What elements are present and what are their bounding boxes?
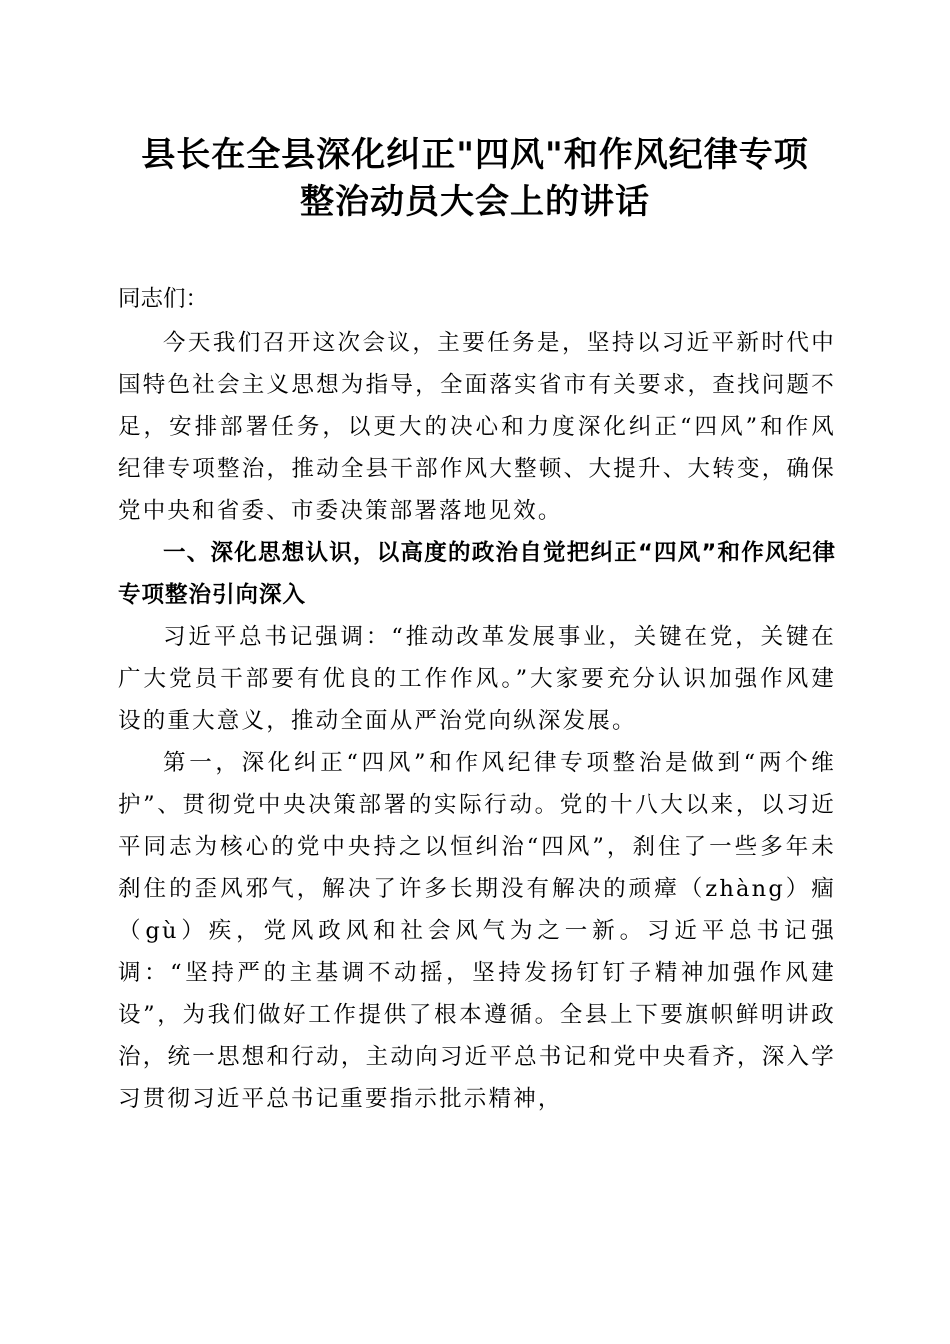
- section1-paragraph-1: 习近平总书记强调：“推动改革发展事业，关键在党，关键在广大党员干部要有优良的工作作风。”大家要充分认识加强作风建设的重大意义，推动全面从严治党向纵深发展。: [118, 624, 836, 734]
- section1-paragraph-2: 第一，深化纠正“四风”和作风纪律专项整治是做到“两个维护”、贯彻党中央决策部署的实际行动。党的十八大以来，以习近平同志为核心的党中央持之以恒纠治“四风”，刹住了一些多年未刹住的歪风邪气，解决了许多长期没有解决的顽瘴（zhàng）痼（gù）疾，党风政风和社会风气为之一新。习近平总书记强调：“坚持严的主基调不动摇，坚持发扬钉钉子精神加强作风建设”，为我们做好工作提供了根本遵循。全县上下要旗帜鲜明讲政治，统一思想和行动，主动向习近平总书记和党中央看齐，深入学习贯彻习近平总书记重要指示批示精神，: [118, 750, 836, 1112]
- document-title: [100, 132, 850, 226]
- document-body: [118, 278, 836, 1120]
- title-line-1: 县长在全县深化纠正"四风"和作风纪律专项: [141, 135, 809, 175]
- salutation: 同志们：: [118, 286, 209, 312]
- title-line-2: 整治动员大会上的讲话: [300, 182, 650, 222]
- intro-paragraph: 今天我们召开这次会议，主要任务是，坚持以习近平新时代中国特色社会主义思想为指导，全面落实省市有关要求，查找问题不足，安排部署任务，以更大的决心和力度深化纠正“四风”和作风纪律专项整治，推动全县干部作风大整顿、大提升、大转变，确保党中央和省委、市委决策部署落地见效。: [118, 330, 836, 524]
- section-heading-1: 一、深化思想认识，以高度的政治自觉把纠正“四风”和作风纪律专项整治引向深入: [118, 540, 836, 608]
